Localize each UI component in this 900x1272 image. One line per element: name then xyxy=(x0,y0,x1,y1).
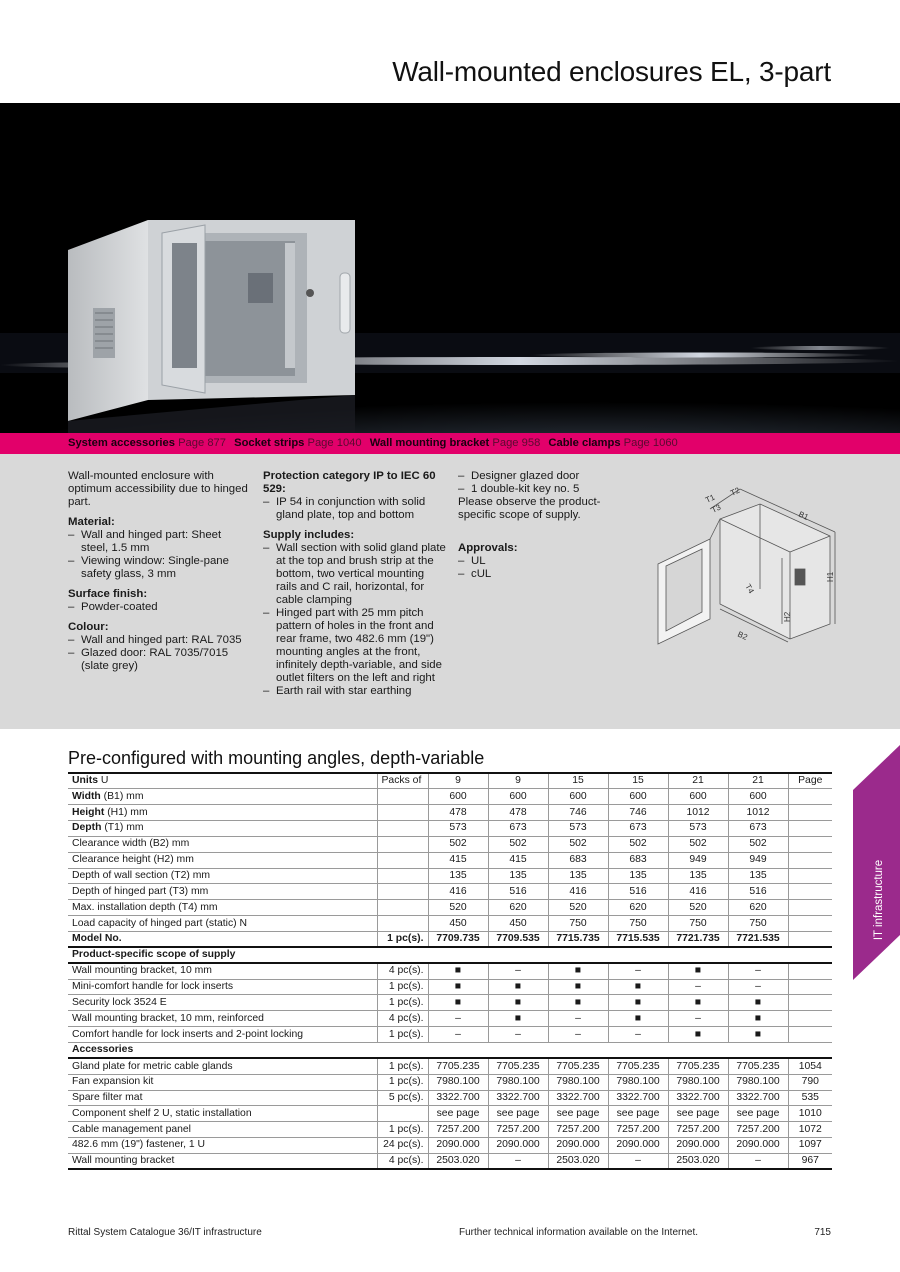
table-row-units: Units U Packs of 9 9 15 15 21 21 Page xyxy=(68,773,832,789)
dim-label-t2: T2 xyxy=(729,485,742,498)
supply-heading: Supply includes: xyxy=(263,529,355,541)
surface-item: – Powder-coated xyxy=(68,601,248,614)
dim-label-t3: T3 xyxy=(710,502,723,515)
table-row-dimension: Depth of wall section (T2) mm 135 135 135 135 135 135 xyxy=(68,868,832,884)
table-row-accessory: Spare filter mat 5 pc(s). 3322.700 3322.700 3322.700 3322.700 3322.700 3322.700 535 xyxy=(68,1090,832,1106)
table-row-scope: Mini-comfort handle for lock inserts 1 pc(s). ■ ■ ■ ■ – – xyxy=(68,979,832,995)
side-tab-label: IT infrastructure xyxy=(873,859,885,941)
accessory-references-bar xyxy=(0,433,900,454)
colour-heading: Colour: xyxy=(68,621,109,633)
page-title: Wall-mounted enclosures EL, 3-part xyxy=(392,56,831,87)
table-row-accessory: Fan expansion kit 1 pc(s). 7980.100 7980.100 7980.100 7980.100 7980.100 7980.100 790 xyxy=(68,1074,832,1090)
table-row-accessory: Wall mounting bracket 4 pc(s). 2503.020 – 2503.020 – 2503.020 – 967 xyxy=(68,1153,832,1169)
dim-label-h2: H2 xyxy=(783,611,792,622)
table-heading-accessories: Accessories xyxy=(68,1043,832,1059)
dim-label-t4: T4 xyxy=(743,582,756,596)
table-row-scope: Wall mounting bracket, 10 mm 4 pc(s). ■ – ■ – ■ – xyxy=(68,963,832,979)
accessory-ref-socket-strips[interactable]: Socket strips Page 1040 xyxy=(234,437,362,449)
table-row-accessory: Gland plate for metric cable glands 1 pc(s). 7705.235 7705.235 7705.235 7705.235 7705.235 7705.235 1054 xyxy=(68,1058,832,1074)
table-row-scope: Comfort handle for lock inserts and 2-point locking 1 pc(s). – – – – ■ ■ xyxy=(68,1027,832,1043)
footer-catalogue-name: Rittal System Catalogue 36/IT infrastructure xyxy=(68,1227,262,1238)
protection-heading: Protection category IP to IEC 60 529: xyxy=(263,470,436,495)
colour-item: – Wall and hinged part: RAL 7035 xyxy=(68,634,248,647)
surface-heading: Surface finish: xyxy=(68,588,148,600)
supply-item: – Designer glazed door xyxy=(458,470,623,483)
table-row-dimension: Width (B1) mm 600 600 600 600 600 600 xyxy=(68,789,832,805)
table-row-accessory: 482.6 mm (19") fastener, 1 U 24 pc(s). 2090.000 2090.000 2090.000 2090.000 2090.000 2090.000 1097 xyxy=(68,1138,832,1154)
table-row-dimension: Clearance height (H2) mm 415 415 683 683 949 949 xyxy=(68,852,832,868)
supply-item: – Earth rail with star earthing xyxy=(263,685,448,698)
table-row-dimension: Height (H1) mm 478 478 746 746 1012 1012 xyxy=(68,805,832,821)
approval-item: – cUL xyxy=(458,568,623,581)
table-row-accessory: Component shelf 2 U, static installation see page see page see page see page see page see page 1010 xyxy=(68,1106,832,1122)
supply-item: – 1 double-kit key no. 5 xyxy=(458,483,623,496)
material-heading: Material: xyxy=(68,516,115,528)
product-description-panel xyxy=(0,454,900,729)
table-row-dimension: Max. installation depth (T4) mm 520 620 520 620 520 620 xyxy=(68,900,832,916)
accessory-ref-system-accessories[interactable]: System accessories Page 877 xyxy=(68,437,226,449)
dim-label-b1: B1 xyxy=(797,509,810,522)
table-row-dimension: Load capacity of hinged part (static) N 450 450 750 750 750 750 xyxy=(68,916,832,932)
approvals-heading: Approvals: xyxy=(458,542,518,554)
accessory-ref-cable-clamps[interactable]: Cable clamps Page 1060 xyxy=(548,437,678,449)
intro-text: Wall-mounted enclosure with optimum accessibility due to hinged part. xyxy=(68,470,248,508)
description-column-3 xyxy=(458,470,623,581)
supply-item: – Wall section with solid gland plate at the top and brush strip at the bottom, two vertical mounting rails and C rail, horizontal, for cable clamping xyxy=(263,542,448,607)
table-row-scope: Wall mounting bracket, 10 mm, reinforced 4 pc(s). – ■ – ■ – ■ xyxy=(68,1011,832,1027)
table-row-dimension: Depth (T1) mm 573 673 573 673 573 673 xyxy=(68,821,832,837)
specification-table xyxy=(68,772,832,1170)
material-item: – Viewing window: Single-pane safety glass, 3 mm xyxy=(68,555,248,581)
accessory-ref-wall-mounting-bracket[interactable]: Wall mounting bracket Page 958 xyxy=(369,437,541,449)
table-row-model-number: Model No. 1 pc(s). 7709.735 7709.535 7715.735 7715.535 7721.735 7721.535 xyxy=(68,931,832,947)
table-row-scope: Security lock 3524 E 1 pc(s). ■ ■ ■ ■ ■ ■ xyxy=(68,995,832,1011)
dim-label-h1: H1 xyxy=(826,571,835,582)
table-row-dimension: Depth of hinged part (T3) mm 416 516 416 516 416 516 xyxy=(68,884,832,900)
approval-item: – UL xyxy=(458,555,623,568)
dimension-drawing xyxy=(650,474,850,649)
page-number: 715 xyxy=(814,1227,831,1238)
section-title: Pre-configured with mounting angles, depth-variable xyxy=(68,748,485,768)
section-side-tab[interactable] xyxy=(853,745,900,980)
footer-note: Further technical information available on the Internet. xyxy=(459,1227,699,1238)
colour-item: – Glazed door: RAL 7035/7015 (slate grey) xyxy=(68,647,248,673)
protection-item: – IP 54 in conjunction with solid gland plate, top and bottom xyxy=(263,496,448,522)
scope-note: Please observe the product-specific scope of supply. xyxy=(458,496,601,521)
dim-label-t1: T1 xyxy=(704,492,717,505)
description-column-2 xyxy=(263,470,448,698)
table-row-accessory: Cable management panel 1 pc(s). 7257.200 7257.200 7257.200 7257.200 7257.200 7257.200 1072 xyxy=(68,1122,832,1138)
dim-label-b2: B2 xyxy=(736,629,749,642)
table-heading-scope: Product-specific scope of supply xyxy=(68,947,832,963)
description-column-1 xyxy=(68,470,248,673)
table-row-dimension: Clearance width (B2) mm 502 502 502 502 502 502 xyxy=(68,836,832,852)
supply-item: – Hinged part with 25 mm pitch pattern of holes in the front and rear frame, two 482.6 mm (19") mounting angles at the front, infinitely depth-variable, and side outlet filters on the left and right xyxy=(263,607,448,685)
material-item: – Wall and hinged part: Sheet steel, 1.5 mm xyxy=(68,529,248,555)
product-photo xyxy=(0,103,900,433)
